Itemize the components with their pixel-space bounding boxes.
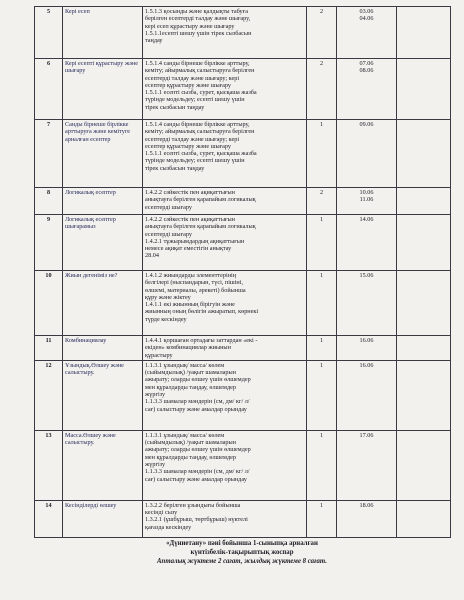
objective-line: анықтауға берілген қарапайым логикалық xyxy=(145,196,256,204)
notes-cell xyxy=(397,215,451,271)
objective-line: таңдау xyxy=(145,37,163,45)
learning-objectives xyxy=(143,430,307,500)
lesson-topic: Логикалық есептер xyxy=(63,188,143,215)
notes-cell xyxy=(397,336,451,361)
lesson-dates xyxy=(337,215,397,271)
objective-line: жүргізу xyxy=(145,391,166,399)
table-row xyxy=(35,188,451,215)
notes-cell xyxy=(397,120,451,188)
lesson-dates xyxy=(337,360,397,430)
learning-objectives xyxy=(143,120,307,188)
objective-line: 1.1.3.3 шамалар мәндерін (см, дм/ кг/ л/ xyxy=(145,398,250,406)
hours-count: 1 xyxy=(307,271,337,336)
objective-line: ажырату; оларды өлшеу үшін өлшемдер xyxy=(145,376,251,384)
objective-line: өлшемі, материалы, әрекеті) бойынша xyxy=(145,286,246,294)
objective-line: тірек сызбасын таңдау xyxy=(145,103,205,111)
lesson-date: 16.06 xyxy=(359,361,374,369)
hours-count: 1 xyxy=(307,215,337,271)
hours-count: 1 xyxy=(307,120,337,188)
table-row xyxy=(35,59,451,120)
notes-cell xyxy=(397,500,451,537)
lesson-topic: Санды бірнеше бірлікке арттыруға және кемітуге арналған есептер xyxy=(63,120,143,188)
objective-line: 28.04 xyxy=(145,252,159,260)
footer-subtitle: күнтізбелік-тақырыптық жоспар xyxy=(190,548,294,556)
learning-objectives xyxy=(143,336,307,361)
objective-line: кеміту; айырмалық салыстыруға берілген xyxy=(145,128,255,136)
objective-line: есептерді шығару xyxy=(145,203,192,211)
objective-line: берілген есептерді талдау және шығару, xyxy=(145,15,251,23)
table-row xyxy=(35,271,451,336)
hours-count: 1 xyxy=(307,336,337,361)
table-body xyxy=(35,7,451,538)
objective-line: 1.1.3.1 ұзындық/ масса/ көлем xyxy=(145,431,225,439)
objective-line: кері есеп құрастыру және шығару xyxy=(145,22,235,30)
lesson-date: 18.06 xyxy=(359,501,374,509)
objective-line: анықтауға берілген қарапайым логикалық xyxy=(145,223,256,231)
table-row xyxy=(35,500,451,537)
notes-cell xyxy=(397,59,451,120)
plan-footer xyxy=(34,540,450,566)
lesson-date: 11.06 xyxy=(359,196,374,204)
table-row xyxy=(35,336,451,361)
row-number: 10 xyxy=(35,271,63,336)
objective-line: құру және жіктеу xyxy=(145,293,191,301)
table-row xyxy=(35,430,451,500)
lesson-date: 16.06 xyxy=(359,337,374,344)
hours-count: 1 xyxy=(307,360,337,430)
lesson-topic: Кері есеп xyxy=(63,7,143,59)
objective-line: 1.4.4.1 қоршаған ортадағы заттардан «екі - xyxy=(145,337,258,344)
objective-line: жүргізу xyxy=(145,461,166,469)
hours-count: 1 xyxy=(307,430,337,500)
lesson-dates xyxy=(337,59,397,120)
objective-line: кесінді сызу xyxy=(145,509,178,517)
lesson-date: 09.06 xyxy=(359,121,374,128)
learning-objectives xyxy=(143,360,307,430)
lesson-date: 17.06 xyxy=(359,431,374,439)
objective-line: белгілері (ныспандарын, түсі, пішіні, xyxy=(145,279,243,287)
objective-line: 1.4.2.1 тұжырымдардың ақиқаттығын xyxy=(145,237,245,245)
objective-line: сағ) салыстыру және амалдар орындау xyxy=(145,475,247,483)
learning-objectives xyxy=(143,215,307,271)
objective-line: түрінде модельдеу; есепті шешу үшін xyxy=(145,157,245,165)
objective-line: есептер құрастыру және шығару xyxy=(145,142,232,150)
objective-line: 1.5.1.4 санды бірнеше бірлікке арттыру, xyxy=(145,60,250,67)
objective-line: 1.5.1.3 қосынды және қалдықты табуға xyxy=(145,8,248,15)
row-number: 13 xyxy=(35,430,63,500)
objective-line: 1.5.1.4 санды бірнеше бірлікке арттыру, xyxy=(145,121,250,128)
objective-line: түрде кескіндеу xyxy=(145,315,187,323)
table-row xyxy=(35,360,451,430)
objective-line: 1.4.1.1 екі жиынның бірігуін және xyxy=(145,301,235,309)
learning-objectives xyxy=(143,500,307,537)
lesson-plan-table xyxy=(34,6,451,538)
lesson-topic: Логикалық есептер шығарамыз xyxy=(63,215,143,271)
row-number: 12 xyxy=(35,360,63,430)
lesson-topic: Кері есепті құрастыру және шығару xyxy=(63,59,143,120)
lesson-dates xyxy=(337,271,397,336)
table-row xyxy=(35,7,451,59)
table-row xyxy=(35,120,451,188)
lesson-dates xyxy=(337,430,397,500)
lesson-dates xyxy=(337,7,397,59)
objective-line: жиынның оның бөлігін ажыратып, көрнекі xyxy=(145,308,259,316)
objective-line: қағазда кескіндеу xyxy=(145,523,192,531)
objective-line: сағ) салыстыру және амалдар орындау xyxy=(145,405,247,413)
row-number: 11 xyxy=(35,336,63,361)
lesson-date: 04.06 xyxy=(359,15,374,23)
lesson-topic: Жиын дегеніміз не? xyxy=(63,271,143,336)
lesson-date: 07.06 xyxy=(359,60,374,67)
notes-cell xyxy=(397,188,451,215)
learning-objectives xyxy=(143,271,307,336)
objective-line: екіден» комбинациялар жиынын xyxy=(145,344,231,352)
lesson-date: 10.06 xyxy=(359,189,374,196)
lesson-dates xyxy=(337,336,397,361)
objective-line: (сыйымдылық) /уақыт шамаларын xyxy=(145,369,236,377)
hours-count: 1 xyxy=(307,500,337,537)
lesson-topic: Масса.Өлшеу және салыстыру. xyxy=(63,430,143,500)
row-number: 7 xyxy=(35,120,63,188)
objective-line: 1.1.3.1 ұзындық/ масса/ көлем xyxy=(145,361,225,369)
row-number: 5 xyxy=(35,7,63,59)
notes-cell xyxy=(397,360,451,430)
objective-line: есептер құрастыру және шығару xyxy=(145,81,232,89)
objective-line: есептерді талдау және шығару; кері xyxy=(145,74,240,82)
objective-line: (сыйымдылық) /уақыт шамаларын xyxy=(145,439,236,447)
lesson-dates xyxy=(337,120,397,188)
lesson-dates xyxy=(337,188,397,215)
objective-line: есептерді талдау және шығару; кері xyxy=(145,135,240,143)
hours-count: 2 xyxy=(307,59,337,120)
hours-count: 2 xyxy=(307,7,337,59)
lesson-date: 08.06 xyxy=(359,67,374,75)
lesson-date: 14.06 xyxy=(359,216,374,223)
objective-line: 1.4.1.2 жиындарды элементтерінің xyxy=(145,272,237,279)
objective-line: тірек сызбасын таңдау xyxy=(145,164,205,172)
row-number: 14 xyxy=(35,500,63,537)
objective-line: 1.3.2.1 (ұшбұрыш, төртбұрыш) нүктелі xyxy=(145,516,248,524)
notes-cell xyxy=(397,271,451,336)
learning-objectives xyxy=(143,7,307,59)
objective-line: 1.4.2.2 сәйкестік пен ақиқаттығын xyxy=(145,189,235,196)
hours-count: 2 xyxy=(307,188,337,215)
row-number: 9 xyxy=(35,215,63,271)
objective-line: түрінде модельдеу; есепті шешу үшін xyxy=(145,96,245,104)
lesson-topic: Кесінділерді өлшеу xyxy=(63,500,143,537)
learning-objectives xyxy=(143,188,307,215)
footer-title: «Дүниетану» пәні бойынша 1-сыныпқа арналған xyxy=(166,540,318,547)
lesson-date: 03.06 xyxy=(359,8,374,15)
notes-cell xyxy=(397,430,451,500)
lesson-topic: Ұзындық.Өлшеу және салыстыру. xyxy=(63,360,143,430)
objective-line: немесе ақиқат еместігін анықтау xyxy=(145,245,232,253)
lesson-dates xyxy=(337,500,397,537)
objective-line: есептерді шығару xyxy=(145,230,192,238)
objective-line: кеміту; айырмалық салыстыруға берілген xyxy=(145,67,255,75)
objective-line: құрастыру xyxy=(145,351,173,359)
lesson-date: 15.06 xyxy=(359,272,374,279)
objective-line: мен құралдарды таңдау, өлшемдер xyxy=(145,383,236,391)
notes-cell xyxy=(397,7,451,59)
objective-line: ажырату; оларды өлшеу үшін өлшемдер xyxy=(145,446,251,454)
footer-workload: Апталық жүктеме 2 сағат, жылдық жүктеме 8 сағат. xyxy=(157,557,327,565)
row-number: 8 xyxy=(35,188,63,215)
objective-line: мен құралдарды таңдау, өлшемдер xyxy=(145,453,236,461)
objective-line: 1.5.1.1 есепті сызба, сурет, қысқаша жазба xyxy=(145,89,257,97)
objective-line: 1.5.1.1 есепті сызба, сурет, қысқаша жазба xyxy=(145,150,257,158)
objective-line: 1.5.1.1есепті шешу үшін тірек сызбасын xyxy=(145,29,252,37)
table-row xyxy=(35,215,451,271)
objective-line: 1.3.2.2 берілген ұзындығы бойынша xyxy=(145,501,241,509)
objective-line: 1.1.3.3 шамалар мәндерін (см, дм/ кг/ л/ xyxy=(145,468,250,476)
lesson-topic: Комбинациялау xyxy=(63,336,143,361)
learning-objectives xyxy=(143,59,307,120)
row-number: 6 xyxy=(35,59,63,120)
objective-line: 1.4.2.2 сәйкестік пен ақиқаттығын xyxy=(145,216,235,223)
